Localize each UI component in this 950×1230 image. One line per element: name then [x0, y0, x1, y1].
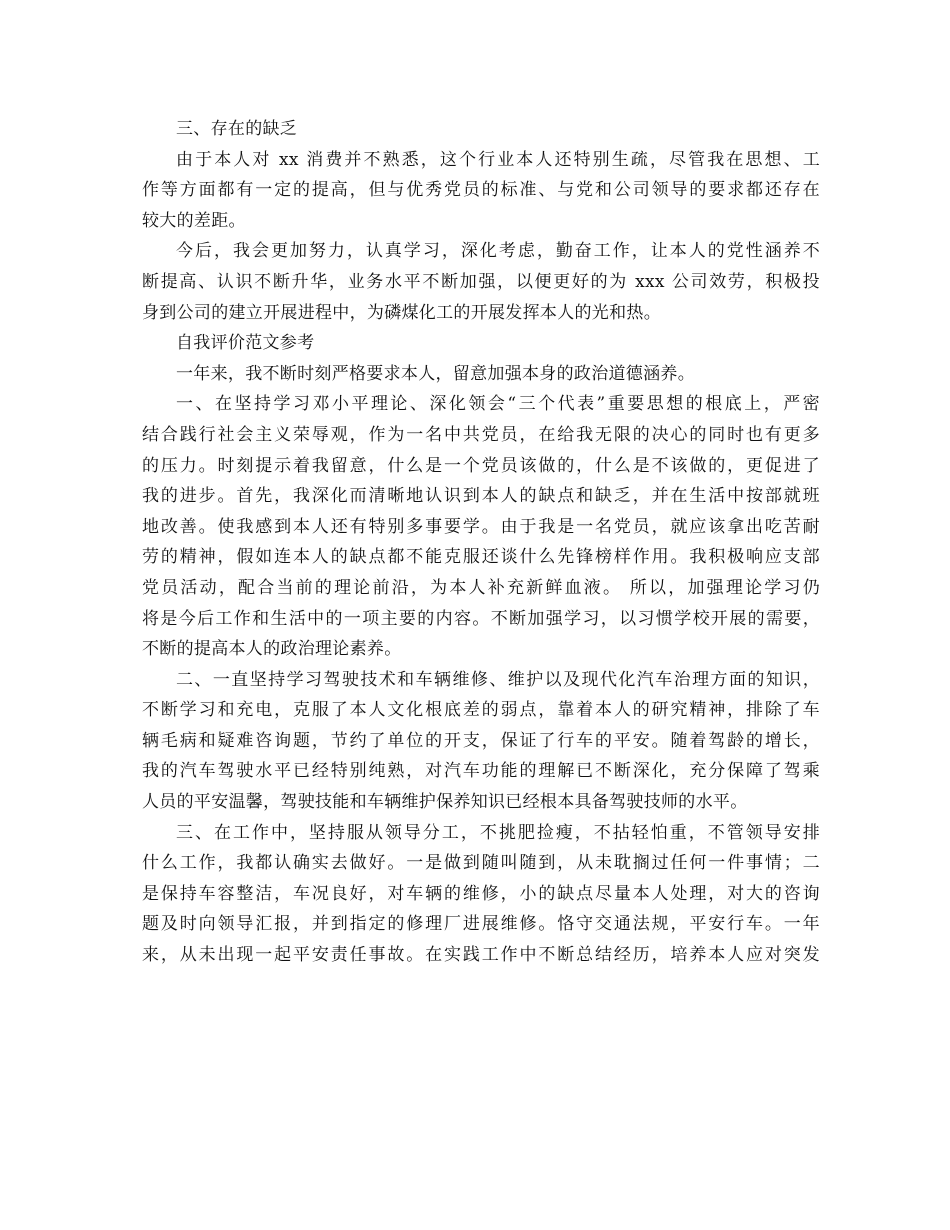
text-line: 是保持车容整洁，车况良好，对车辆的维修，小的缺点尽量本人处理，对大的咨询	[142, 883, 820, 904]
text-line: 今后，我会更加努力，认真学习，深化考虑，勤奋工作，让本人的党性涵养不	[176, 241, 820, 262]
text-line: 由于本人对 xx 消费并不熟悉，这个行业本人还特别生疏，尽管我在思想、工	[176, 149, 820, 170]
text-line: 一、在坚持学习邓小平理论、深化领会“三个代表”重要思想的根底上，严密	[176, 394, 820, 415]
text-line: 较大的差距。	[142, 210, 246, 231]
text-line: 来，从未出现一起平安责任事故。在实践工作中不断总结经历，培养本人应对突发	[142, 945, 820, 966]
text-line: 三、存在的缺乏	[176, 119, 298, 139]
text-line: 二、一直坚持学习驾驶技术和车辆维修、维护以及现代化汽车治理方面的知识，	[176, 669, 820, 690]
text-line: 自我评价范文参考	[176, 333, 315, 354]
text-line: 将是今后工作和生活中的一项主要的内容。不断加强学习，以习惯学校开展的需要，	[142, 608, 820, 629]
text-line: 身到公司的建立开展进程中，为磷煤化工的开展发挥本人的光和热。	[142, 302, 661, 323]
text-line: 我的进步。首先，我深化而清晰地认识到本人的缺点和缺乏，并在生活中按部就班	[142, 486, 820, 507]
text-line: 结合践行社会主义荣辱观，作为一名中共党员，在给我无限的决心的同时也有更多	[142, 424, 820, 445]
text-line: 作等方面都有一定的提高，但与优秀党员的标准、与党和公司领导的要求都还存在	[142, 180, 820, 201]
document-body	[142, 114, 820, 971]
text-line: 一年来，我不断时刻严格要求本人，留意加强本身的政治道德涵养。	[176, 363, 695, 384]
text-line: 三、在工作中，坚持服从领导分工，不挑肥捡瘦，不拈轻怕重，不管领导安排	[176, 822, 820, 843]
text-line: 人员的平安温馨，驾驶技能和车辆维护保养知识已经根本具备驾驶技师的水平。	[142, 792, 748, 813]
text-line: 的压力。时刻提示着我留意，什么是一个党员该做的，什么是不该做的，更促进了	[142, 455, 820, 476]
text-line: 辆毛病和疑难咨询题，节约了单位的开支，保证了行车的平安。随着驾龄的增长，	[142, 730, 820, 751]
text-line: 劳的精神，假如连本人的缺点都不能克服还谈什么先锋榜样作用。我积极响应支部	[142, 547, 820, 568]
text-line: 党员活动，配合当前的理论前沿，为本人补充新鲜血液。 所以，加强理论学习仍	[142, 577, 820, 598]
text-line: 地改善。使我感到本人还有特别多事要学。由于我是一名党员，就应该拿出吃苦耐	[142, 516, 820, 537]
text-line: 题及时向领导汇报，并到指定的修理厂进展维修。恪守交通法规，平安行车。一年	[142, 914, 820, 935]
text-line: 什么工作，我都认确实去做好。一是做到随叫随到，从未耽搁过任何一件事情；二	[142, 853, 820, 874]
text-line: 我的汽车驾驶水平已经特别纯熟，对汽车功能的理解已不断深化，充分保障了驾乘	[142, 761, 820, 782]
text-line: 不断学习和充电，克服了本人文化根底差的弱点，靠着本人的研究精神，排除了车	[142, 700, 820, 721]
text-line: 断提高、认识不断升华，业务水平不断加强，以便更好的为 xxx 公司效劳，积极投	[142, 271, 820, 292]
text-line: 不断的提高本人的政治理论素养。	[142, 639, 402, 660]
